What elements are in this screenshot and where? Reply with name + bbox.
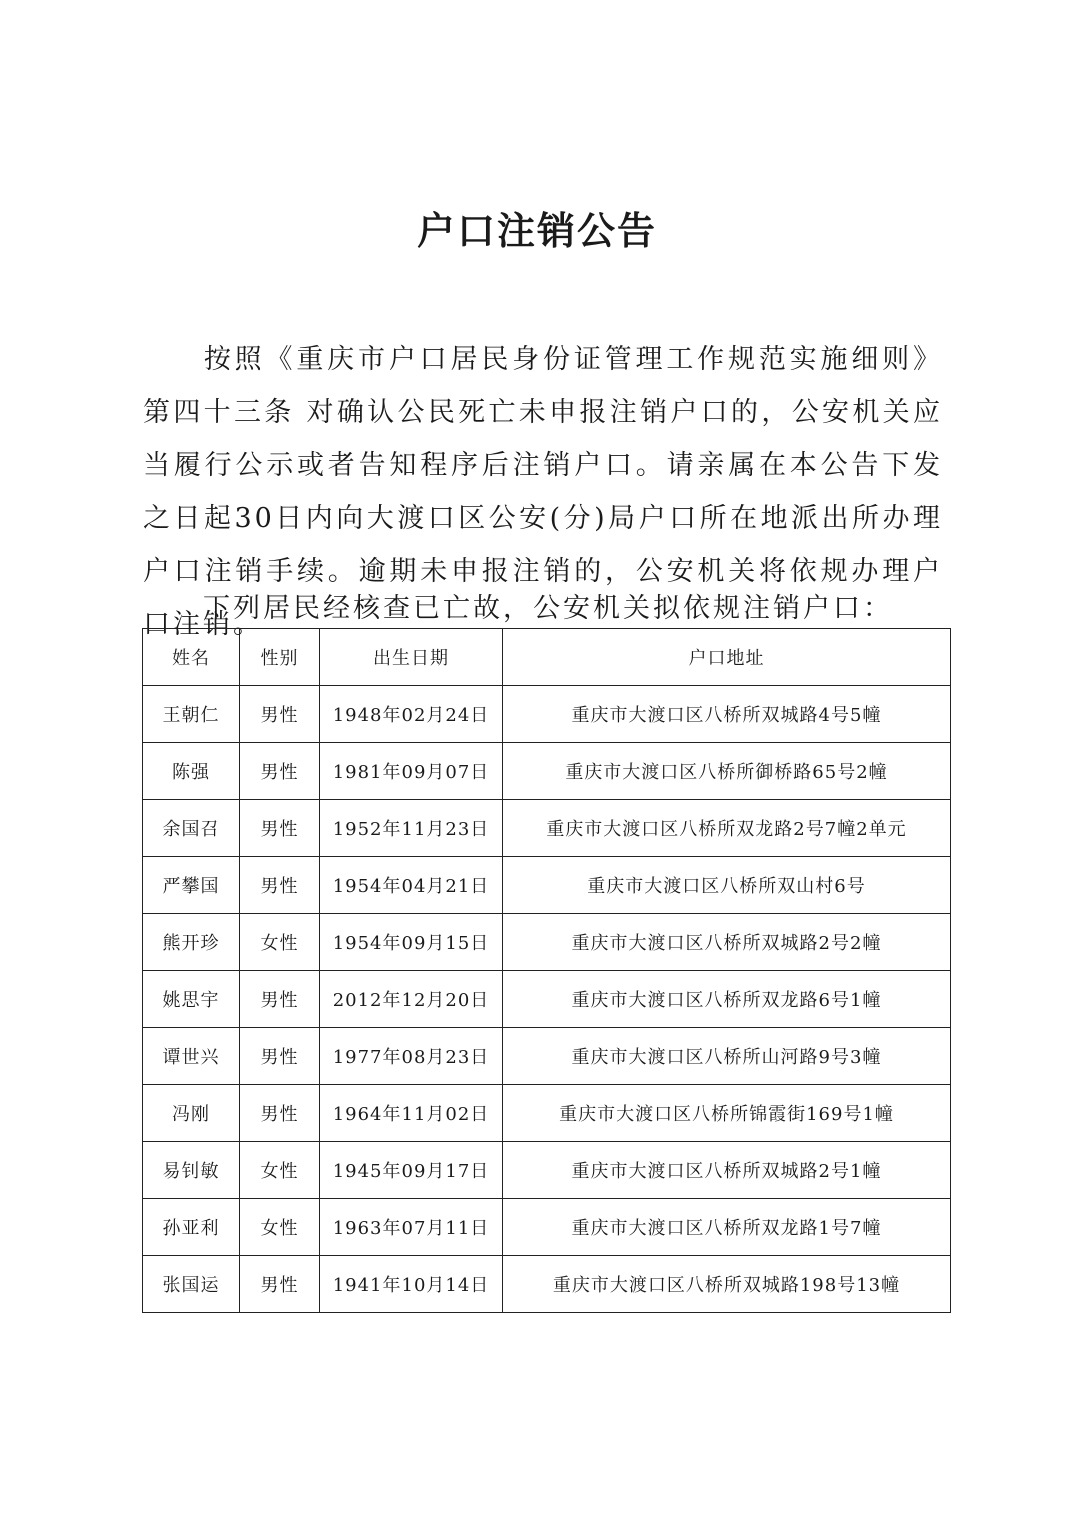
cell-name: 谭世兴 xyxy=(143,1028,240,1085)
cell-address: 重庆市大渡口区八桥所双山村6号 xyxy=(503,857,951,914)
cell-address: 重庆市大渡口区八桥所双龙路1号7幢 xyxy=(503,1199,951,1256)
cell-gender: 男性 xyxy=(240,800,320,857)
table-row xyxy=(143,971,951,1028)
cell-dob: 1981年09月07日 xyxy=(320,743,503,800)
cell-dob: 1963年07月11日 xyxy=(320,1199,503,1256)
table-row xyxy=(143,914,951,971)
header-gender: 性别 xyxy=(240,629,320,686)
table-row xyxy=(143,1028,951,1085)
cell-address: 重庆市大渡口区八桥所双城路4号5幢 xyxy=(503,686,951,743)
header-address: 户口地址 xyxy=(503,629,951,686)
cell-gender: 男性 xyxy=(240,857,320,914)
cell-name: 孙亚利 xyxy=(143,1199,240,1256)
table-intro-text: 下列居民经核查已亡故，公安机关拟依规注销户口： xyxy=(203,593,893,624)
cell-gender: 男性 xyxy=(240,971,320,1028)
cell-address: 重庆市大渡口区八桥所锦霞街169号1幢 xyxy=(503,1085,951,1142)
cell-address: 重庆市大渡口区八桥所双龙路2号7幢2单元 xyxy=(503,800,951,857)
cell-gender: 男性 xyxy=(240,1028,320,1085)
cell-gender: 女性 xyxy=(240,914,320,971)
cell-address: 重庆市大渡口区八桥所双城路2号2幢 xyxy=(503,914,951,971)
table-row xyxy=(143,1085,951,1142)
cell-name: 冯刚 xyxy=(143,1085,240,1142)
cell-gender: 男性 xyxy=(240,1085,320,1142)
resident-table xyxy=(142,628,951,1313)
cell-address: 重庆市大渡口区八桥所御桥路65号2幢 xyxy=(503,743,951,800)
table-row xyxy=(143,686,951,743)
cell-dob: 1952年11月23日 xyxy=(320,800,503,857)
table-row xyxy=(143,800,951,857)
cell-gender: 男性 xyxy=(240,686,320,743)
cell-dob: 1977年08月23日 xyxy=(320,1028,503,1085)
cell-address: 重庆市大渡口区八桥所双龙路6号1幢 xyxy=(503,971,951,1028)
cell-name: 熊开珍 xyxy=(143,914,240,971)
cell-dob: 1941年10月14日 xyxy=(320,1256,503,1313)
table-body xyxy=(143,686,951,1313)
table-row xyxy=(143,857,951,914)
cell-name: 陈强 xyxy=(143,743,240,800)
header-name: 姓名 xyxy=(143,629,240,686)
notice-title: 户口注销公告 xyxy=(416,209,657,253)
table-row xyxy=(143,1142,951,1199)
notice-paragraph-text: 按照《重庆市户口居民身份证管理工作规范实施细则》第四十三条 对确认公民死亡未申报注销户口的，公安机关应当履行公示或者告知程序后注销户口。请亲属在本公告下发之日起30日内向大渡口区公安(分)局户口所在地派出所办理户口注销手续。逾期未申报注销的，公安机关将依规办理户口注销。 xyxy=(143,344,943,640)
table-intro xyxy=(143,584,943,634)
cell-gender: 女性 xyxy=(240,1142,320,1199)
cell-gender: 女性 xyxy=(240,1199,320,1256)
cell-address: 重庆市大渡口区八桥所双城路198号13幢 xyxy=(503,1256,951,1313)
cell-dob: 1954年04月21日 xyxy=(320,857,503,914)
cell-dob: 1954年09月15日 xyxy=(320,914,503,971)
cell-name: 易钊敏 xyxy=(143,1142,240,1199)
cell-name: 姚思宇 xyxy=(143,971,240,1028)
cell-gender: 男性 xyxy=(240,1256,320,1313)
cell-dob: 1945年09月17日 xyxy=(320,1142,503,1199)
cell-dob: 1964年11月02日 xyxy=(320,1085,503,1142)
cell-name: 张国运 xyxy=(143,1256,240,1313)
cell-address: 重庆市大渡口区八桥所山河路9号3幢 xyxy=(503,1028,951,1085)
cell-dob: 2012年12月20日 xyxy=(320,971,503,1028)
cell-address: 重庆市大渡口区八桥所双城路2号1幢 xyxy=(503,1142,951,1199)
table-row xyxy=(143,743,951,800)
table-header-row xyxy=(143,629,951,686)
cell-dob: 1948年02月24日 xyxy=(320,686,503,743)
header-dob: 出生日期 xyxy=(320,629,503,686)
cell-name: 余国召 xyxy=(143,800,240,857)
cell-name: 严攀国 xyxy=(143,857,240,914)
cell-name: 王朝仁 xyxy=(143,686,240,743)
cell-gender: 男性 xyxy=(240,743,320,800)
table-row xyxy=(143,1256,951,1313)
table-row xyxy=(143,1199,951,1256)
